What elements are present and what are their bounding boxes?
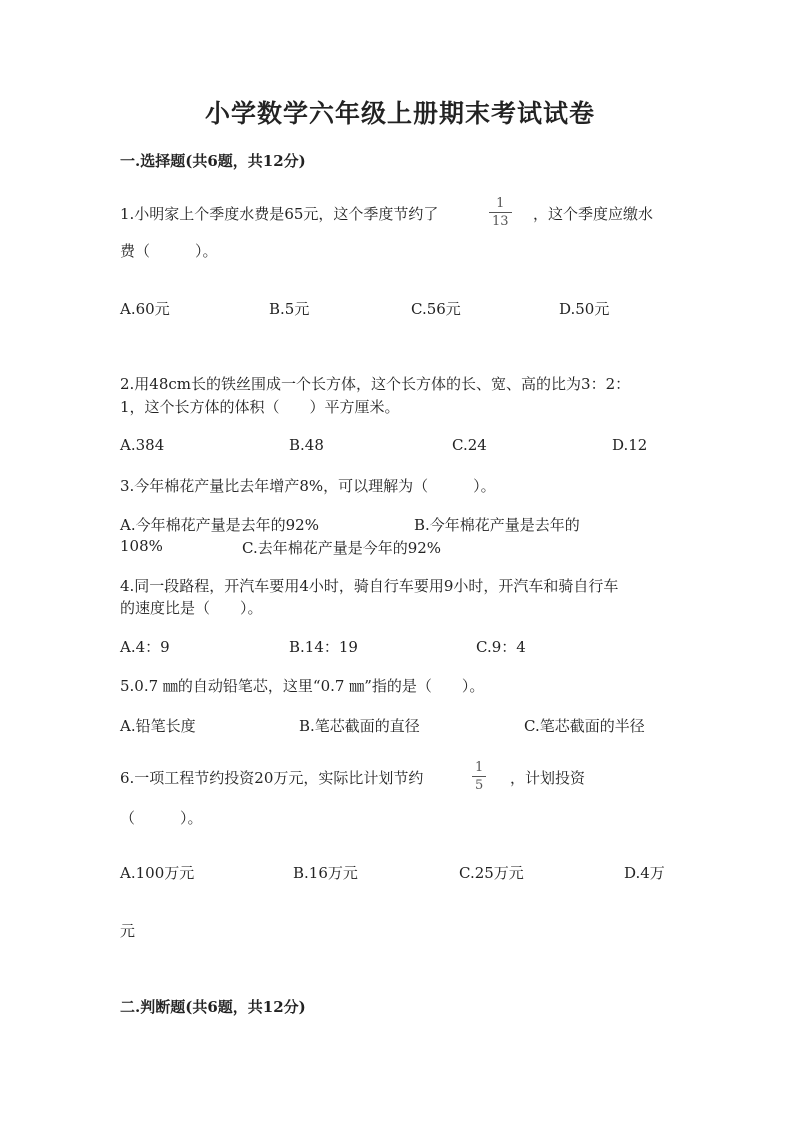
question-3-option-b: B.今年棉花产量是去年的 <box>414 516 580 534</box>
question-4-text: 4.同一段路程，开汽车要用4小时，骑自行车要用9小时，开汽车和骑自行车 <box>120 577 619 595</box>
question-4-option-b: B.14：19 <box>289 638 358 656</box>
question-5-option-c: C.笔芯截面的半径 <box>524 717 645 735</box>
question-5-text: 5.0.7 ㎜的自动铅笔芯，这里“0.7 ㎜”指的是（ ）。 <box>120 677 485 695</box>
question-1-option-c: C.56元 <box>411 300 461 318</box>
question-3-option-a: A.今年棉花产量是去年的92% <box>120 516 319 534</box>
question-2-text: 2.用48cm长的铁丝围成一个长方体，这个长方体的长、宽、高的比为3：2： <box>120 375 631 393</box>
question-6-option-d: D.4万 <box>624 864 665 882</box>
question-6-option-d-continued: 元 <box>120 922 136 940</box>
fraction-numerator: 1 <box>475 760 484 775</box>
question-1-option-a: A.60元 <box>120 300 170 318</box>
question-3-text: 3.今年棉花产量比去年增产8%，可以理解为（ ）。 <box>120 477 496 495</box>
fraction-denominator: 5 <box>475 778 484 793</box>
question-6-option-b: B.16万元 <box>293 864 358 882</box>
question-6-option-a: A.100万元 <box>120 864 195 882</box>
question-1-fraction <box>489 196 512 229</box>
question-4-option-c: C.9：4 <box>476 638 526 656</box>
question-1-option-d: D.50元 <box>559 300 610 318</box>
question-5-option-b: B.笔芯截面的直径 <box>299 717 420 735</box>
section-heading-judgment: 二.判断题(共6题，共12分) <box>120 998 306 1016</box>
question-1-option-b: B.5元 <box>269 300 310 318</box>
fraction-bar <box>472 776 486 777</box>
question-2-option-b: B.48 <box>289 436 324 454</box>
page-title: 小学数学六年级上册期末考试试卷 <box>204 99 595 128</box>
question-2-option-c: C.24 <box>452 436 487 454</box>
fraction-numerator: 1 <box>496 196 505 211</box>
question-1-text-continued: ，这个季度应缴水 <box>533 205 654 223</box>
question-2-text-continued: 1，这个长方体的体积（ ）平方厘米。 <box>120 398 400 416</box>
question-3-option-c: C.去年棉花产量是今年的92% <box>242 539 442 557</box>
fraction-denominator: 13 <box>492 214 509 229</box>
question-5-option-a: A.铅笔长度 <box>120 717 196 735</box>
question-6-fraction <box>472 760 486 793</box>
question-2-option-a: A.384 <box>120 436 165 454</box>
question-4-text-continued: 的速度比是（ ）。 <box>120 599 263 617</box>
question-3-option-b-continued: 108% <box>120 537 163 555</box>
section-heading-choice: 一.选择题(共6题，共12分) <box>120 152 306 170</box>
fraction-bar <box>489 212 512 213</box>
question-6-text-continued: ，计划投资 <box>510 769 586 787</box>
question-1-text: 1.小明家上个季度水费是65元，这个季度节约了 <box>120 205 439 223</box>
question-6-text: 6.一项工程节约投资20万元，实际比计划节约 <box>120 769 424 787</box>
question-6-text-end: （ ）。 <box>120 809 203 827</box>
question-6-option-c: C.25万元 <box>459 864 524 882</box>
question-4-option-a: A.4：9 <box>120 638 170 656</box>
question-2-option-d: D.12 <box>612 436 648 454</box>
question-1-text-end: 费（ ）。 <box>120 242 218 260</box>
